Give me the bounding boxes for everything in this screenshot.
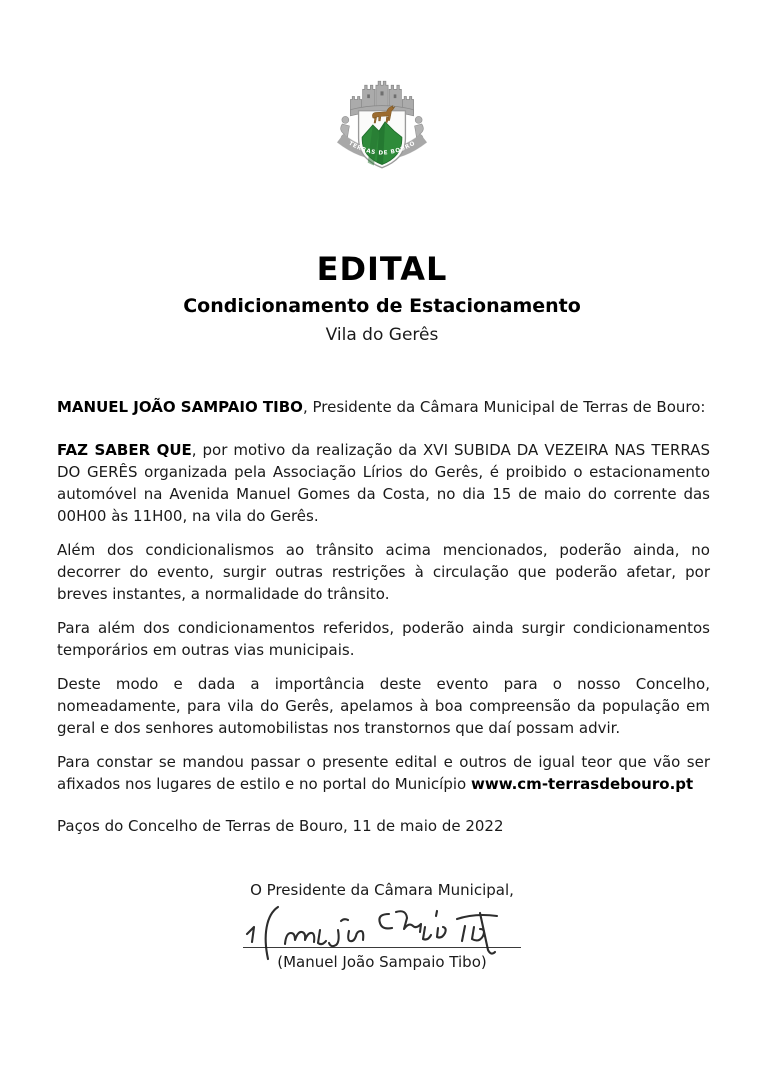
para-constar-text: Para constar se mandou passar o presente edital e outros de igual teor que vão ser afixados nos lugares de estilo e no portal do Município (57, 753, 710, 793)
signature-name: (Manuel João Sampaio Tibo) (277, 953, 487, 971)
coat-of-arms (0, 0, 764, 181)
paragraph-para-constar (57, 751, 710, 795)
faz-saber-text: , por motivo da realização da XVI SUBIDA DA VEZEIRA NAS TERRAS DO GERÊS organizada pela Associação Lírios do Gerês, é proibido o estacionamento automóvel na Avenida Manuel Gomes da Costa, no dia 15 de maio do corrente das 00H00 às 11H00, na vila do Gerês. (57, 441, 710, 525)
crest-banner-text: TERRAS DE BOURO (347, 140, 417, 157)
page-title: EDITAL (316, 250, 448, 288)
signature-block (0, 879, 764, 973)
page-location: Vila do Gerês (325, 325, 439, 345)
president-title-text: , Presidente da Câmara Municipal de Terras de Bouro: (302, 398, 706, 416)
faz-saber-bold: FAZ SABER QUE (57, 441, 192, 459)
paragraph-condicionalismos: Além dos condicionalismos ao trânsito acima mencionados, poderão ainda, no decorrer do evento, surgir outras restrições à circulação que poderão afetar, por breves instantes, a normalidade do trânsito. (57, 541, 710, 603)
page-subtitle: Condicionamento de Estacionamento (183, 295, 581, 317)
president-name-bold: MANUEL JOÃO SAMPAIO TIBO (57, 398, 303, 416)
edital-body (57, 396, 710, 837)
signature-role: O Presidente da Câmara Municipal, (250, 881, 514, 899)
handwritten-signature (237, 903, 527, 961)
dateline: Paços do Concelho de Terras de Bouro, 11 de maio de 2022 (57, 817, 504, 835)
terras-de-bouro-crest-icon (326, 75, 438, 177)
title-block (0, 251, 764, 346)
paragraph-apelo: Deste modo e dada a importância deste evento para o nosso Concelho, nomeadamente, para vila do Gerês, apelamos à boa compreensão da população em geral e dos senhores automobilistas nos transtornos que daí possam advir. (57, 675, 710, 737)
paragraph-faz-saber (57, 439, 710, 527)
paragraph-presidente-intro (57, 396, 710, 418)
paragraph-outras-vias: Para além dos condicionamentos referidos, poderão ainda surgir condicionamentos temporários em outras vias municipais. (57, 619, 710, 659)
municipio-url: www.cm-terrasdebouro.pt (470, 775, 694, 793)
